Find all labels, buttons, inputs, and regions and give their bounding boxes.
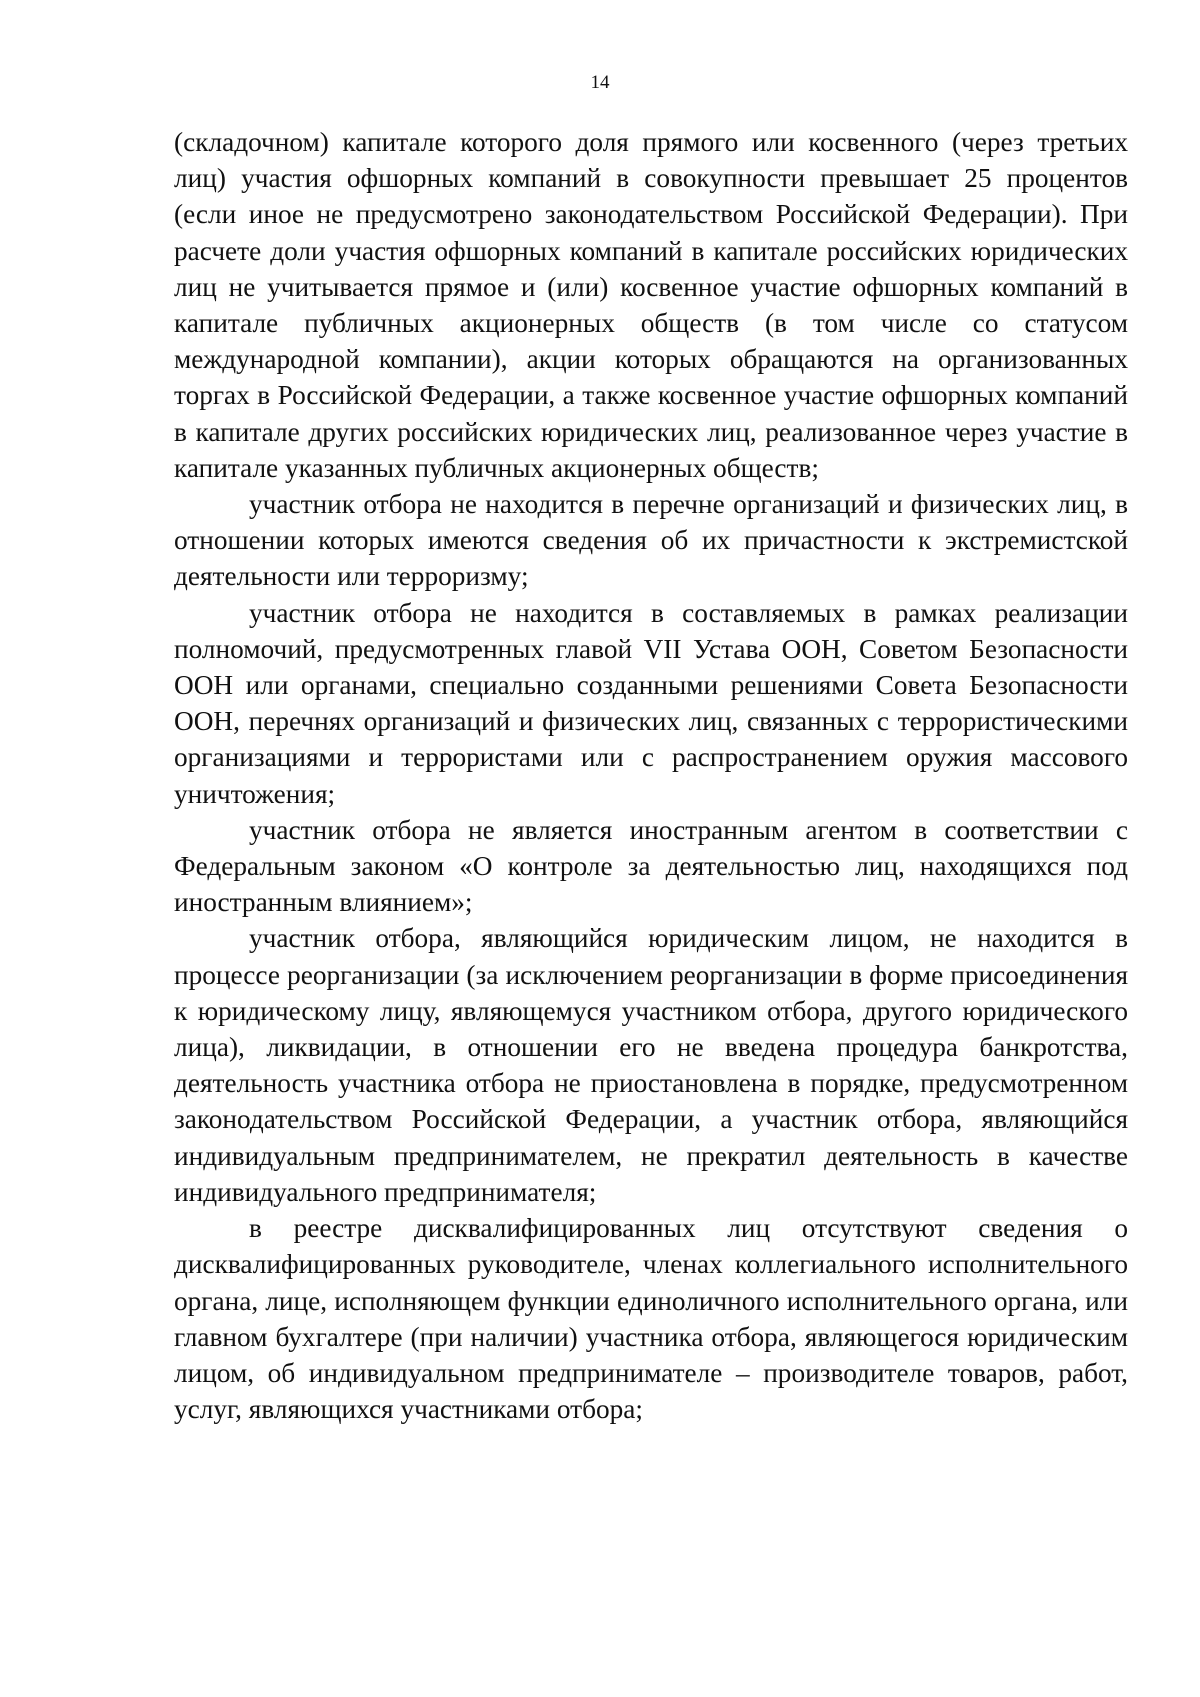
document-body [174, 124, 1128, 1427]
paragraph-extremism-list: участник отбора не находится в перечне организаций и физических лиц, в отношении которых имеются сведения об их причастности к экстремистской деятельности или терроризму; [174, 489, 1128, 592]
paragraph-offshore-share: (складочном) капитале которого доля прямого или косвенного (через третьих лиц) участия офшорных компаний в совокупности превышает 25 процентов (если иное не предусмотрено законодательством Российской Федерации). При расчете доли участия офшорных компаний в капитале российских юридических лиц не учитывается прямое и (или) косвенное участие офшорных компаний в капитале публичных акционерных обществ (в том числе со статусом международной компании), акции которых обращаются на организованных торгах в Российской Федерации, а также косвенное участие офшорных компаний в капитале других российских юридических лиц, реализованное через участие в капитале указанных публичных акционерных обществ; [174, 127, 1128, 483]
paragraph-disqualified-persons-registry: в реестре дисквалифицированных лиц отсутствуют сведения о дисквалифицированных руководителе, членах коллегиального исполнительного органа, лице, исполняющем функции единоличного исполнительного органа, или главном бухгалтере (при наличии) участника отбора, являющегося юридическим лицом, об индивидуальном предпринимателе – производителе товаров, работ, услуг, являющихся участниками отбора; [174, 1213, 1128, 1425]
page-number: 14 [590, 72, 610, 93]
paragraph-reorganization-liquidation: участник отбора, являющийся юридическим лицом, не находится в процессе реорганизации (за исключением реорганизации в форме присоединения к юридическому лицу, являющемуся участником отбора, другого юридического лица), ликвидации, в отношении его не введена процедура банкротства, деятельность участника отбора не приостановлена в порядке, предусмотренном законодательством Российской Федерации, а участник отбора, являющийся индивидуальным предпринимателем, не прекратил деятельность в качестве индивидуального предпринимателя; [174, 923, 1128, 1207]
paragraph-foreign-agent: участник отбора не является иностранным агентом в соответствии с Федеральным законом «О контроле за деятельностью лиц, находящихся под иностранным влиянием»; [174, 814, 1128, 918]
paragraph-un-security-council-list: участник отбора не находится в составляемых в рамках реализации полномочий, предусмотренных главой VII Устава ООН, Советом Безопасности ООН или органами, специально созданными решениями Совета Безопасности ООН, перечнях организаций и физических лиц, связанных с террористическими организациями и террористами или с распространением оружия массового уничтожения; [174, 597, 1128, 809]
